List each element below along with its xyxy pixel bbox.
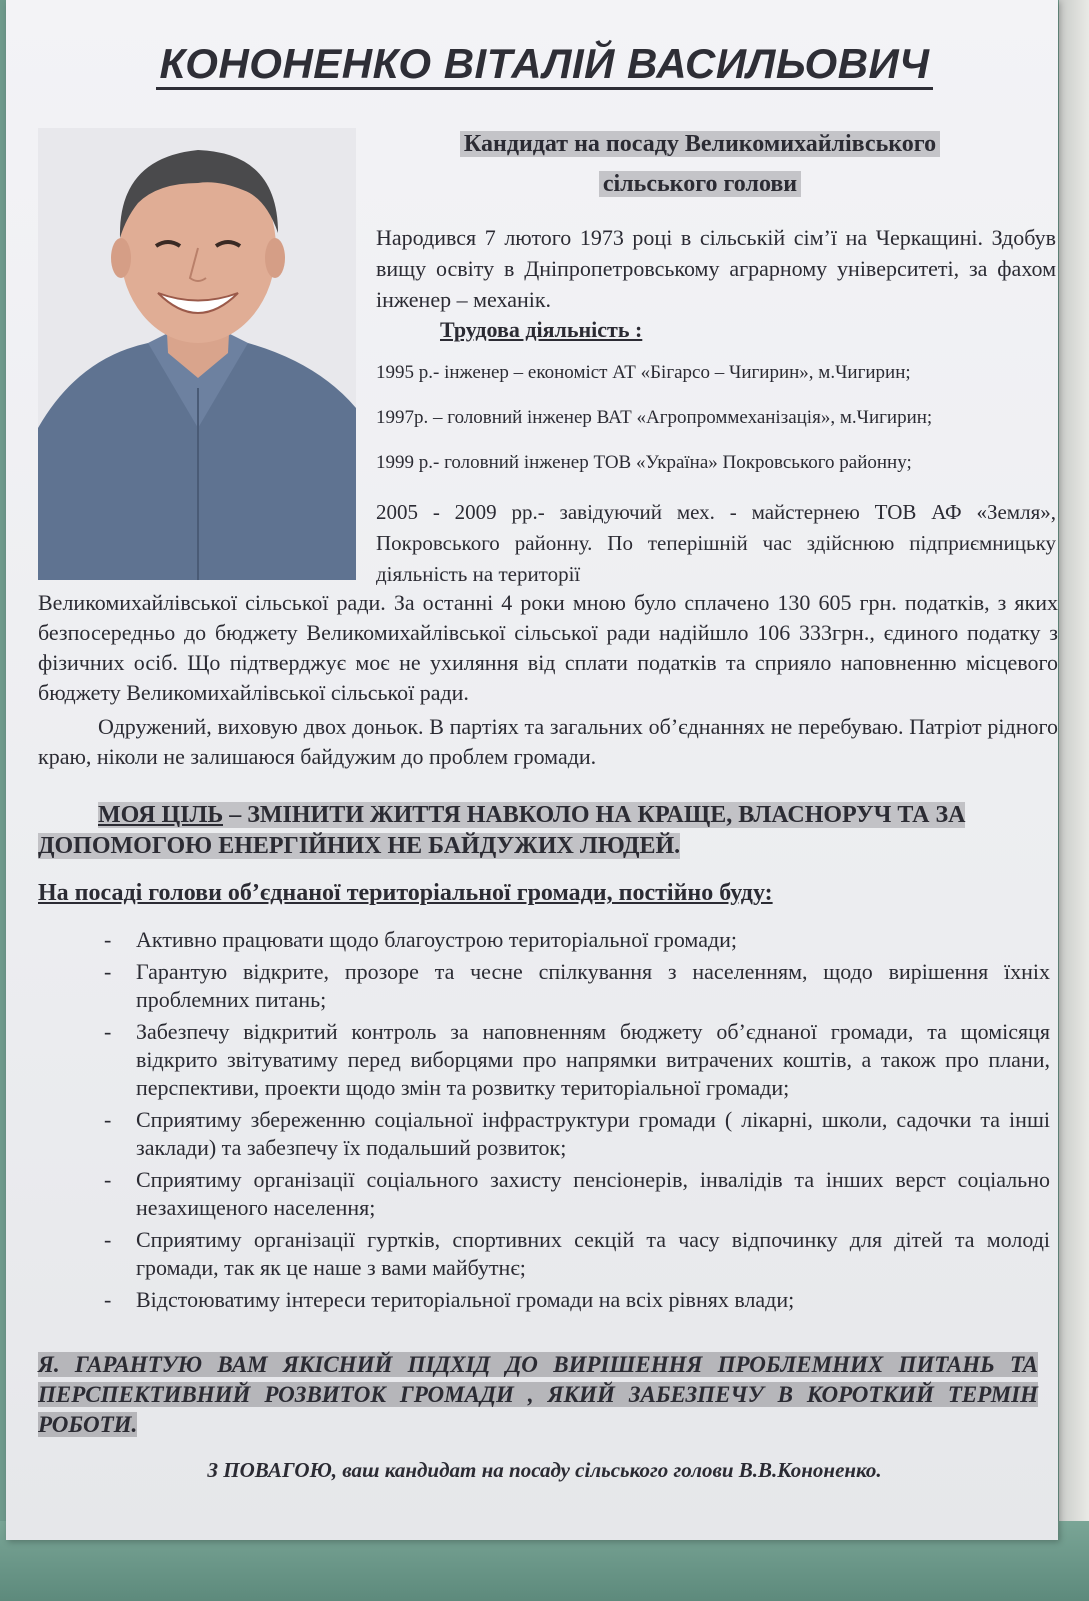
goal-statement	[38, 800, 1058, 862]
list-item: - Відстоюватиму інтереси територіальної громади на всіх рівнях влади;	[100, 1286, 1050, 1314]
tax-paragraph: Великомихайлівської сільської ради. За останні 4 роки мною було сплачено 130 605 грн. податків, з яких безпосередньо до бюджету Великомихайлівської сільської ради надійшло 106 333грн., єдиного податку з фізичних осіб. Що підтверджує моє не ухиляння від сплати податків та сприяло наповненню місцевого бюджету Великомихайлівської сільської ради.	[38, 590, 1058, 705]
family-paragraph: Одружений, виховую двох доньок. В партіях та загальних об’єднаннях не перебуваю. Патріот рідного краю, ніколи не залишаюся байдужим до проблем громади.	[38, 714, 1058, 769]
job-entry-1995: 1995 р.- інженер – економіст АТ «Бігарсо – Чигирин», м.Чигирин;	[376, 362, 911, 383]
work-history-heading: Трудова діяльність :	[440, 317, 643, 342]
candidate-name-text: КОНОНЕНКО ВІТАЛІЙ ВАСИЛЬОВИЧ	[156, 40, 934, 90]
subtitle-line-2: сільського голови	[599, 171, 801, 197]
guarantee-statement	[38, 1350, 1038, 1440]
candidate-name	[0, 40, 1089, 88]
wall-background-right	[1059, 0, 1089, 1601]
list-item: - Сприятиму організації гуртків, спортивних секцій та часу відпочинку для дітей та молоді громади, так як це наше з вами майбутнє;	[100, 1226, 1050, 1282]
job-entry-1997: 1997р. – головний інженер ВАТ «Агропроммеханізація», м.Чигирин;	[376, 407, 933, 428]
list-item: - Сприятиму збереженню соціальної інфраструктури громади ( лікарні, школи, садочки та інші заклади) та забезпечу їх подальший розвиток;	[100, 1106, 1050, 1162]
bio-text: Народився 7 лютого 1973 році в сільській сім’ї на Черкащині. Здобув вищу освіту в Дніпропетровському аграрному університеті, за фахом інженер – механік.	[376, 225, 1056, 312]
duties-list	[100, 926, 1050, 1318]
goal-text: – ЗМІНИТИ ЖИТТЯ НАВКОЛО НА КРАЩЕ, ВЛАСНОРУЧ ТА ЗА ДОПОМОГОЮ ЕНЕРГІЙНИХ НЕ БАЙДУЖИХ ЛЮДЕЙ.	[38, 802, 966, 859]
goal-label: МОЯ ЦІЛЬ	[98, 802, 224, 828]
job-entry-2005: 2005 - 2009 рр.- завідуючий мех. - майстернею ТОВ АФ «Земля», Покровського районну. По теперішній час здійснюю підприємницьку діяльність на території	[376, 500, 1056, 586]
list-item: - Сприятиму організації соціального захисту пенсіонерів, інвалідів та інших верст соціально незахищеного населення;	[100, 1166, 1050, 1222]
duties-heading: На посаді голови об’єднаної територіальної громади, постійно буду:	[38, 880, 773, 906]
list-item: - Забезпечу відкритий контроль за наповненням бюджету об’єднаної громади, та щомісяця відкрито звітуватиму перед виборцями про напрямки витрачених коштів, а також про плани, перспективи, проекти щодо змін та розвитку територіальної громади;	[100, 1018, 1050, 1102]
portrait-illustration	[38, 128, 356, 580]
subtitle-line-1: Кандидат на посаду Великомихайлівського	[460, 131, 940, 157]
candidate-position	[360, 124, 1040, 204]
candidate-photo	[38, 128, 356, 580]
list-item: - Гарантую відкрите, прозоре та чесне спілкування з населенням, щодо вирішення їхніх проблемних питань;	[100, 958, 1050, 1014]
signature-line: З ПОВАГОЮ, ваш кандидат на посаду сільського голови В.В.Кононенко.	[207, 1458, 882, 1482]
job-entry-1999: 1999 р.- головний інженер ТОВ «Україна» Покровського районну;	[376, 452, 912, 473]
guarantee-text: Я. ГАРАНТУЮ ВАМ ЯКІСНИЙ ПІДХІД ДО ВИРІШЕННЯ ПРОБЛЕМНИХ ПИТАНЬ ТА ПЕРСПЕКТИВНИЙ РОЗВИТОК ГРОМАДИ , ЯКИЙ ЗАБЕЗПЕЧУ В КОРОТКИЙ ТЕРМІН РОБОТИ.	[38, 1352, 1038, 1437]
list-item: - Активно працювати щодо благоустрою територіальної громади;	[100, 926, 1050, 954]
